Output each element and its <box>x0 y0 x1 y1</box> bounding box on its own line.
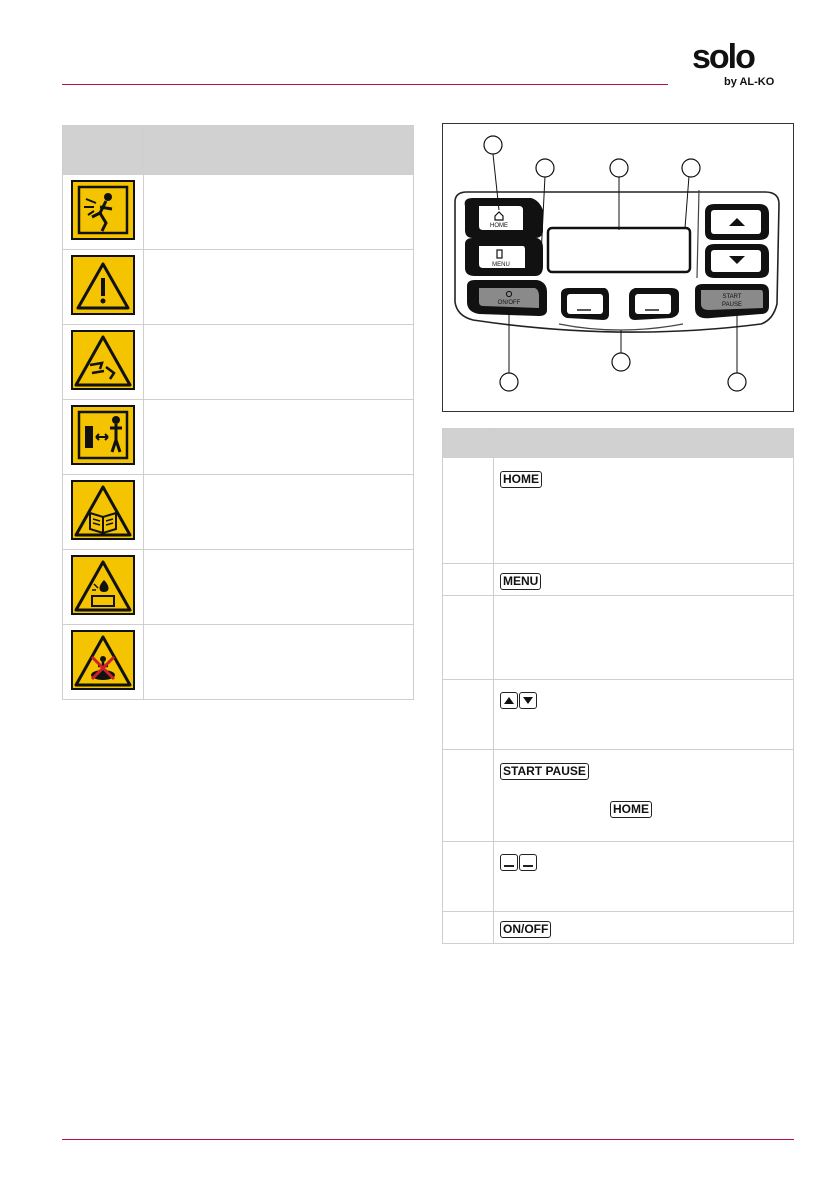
start-pause-key-icon: START PAUSE <box>500 763 589 780</box>
table-row <box>443 912 794 944</box>
table-row <box>63 475 414 550</box>
home-key-icon: HOME <box>500 471 542 488</box>
keep-distance-icon <box>70 404 136 466</box>
panel-menu-label: MENU <box>492 262 510 268</box>
onoff-key-icon: ON/OFF <box>500 921 551 938</box>
table-row <box>63 625 414 700</box>
danger-thrown-objects-icon <box>70 179 136 241</box>
symbol-column-header <box>63 126 144 175</box>
general-warning-icon <box>70 254 136 316</box>
key-description-header <box>494 429 794 458</box>
logo-byline: by AL-KO <box>724 76 775 88</box>
table-row <box>443 680 794 750</box>
symbols-header-row <box>63 126 414 175</box>
table-row <box>443 596 794 680</box>
arrow-up-key-icon <box>500 692 518 709</box>
table-row <box>63 550 414 625</box>
table-row <box>63 250 414 325</box>
logo-wordmark: solo <box>692 38 754 76</box>
panel-start-label: START <box>722 294 742 300</box>
header-rule <box>62 84 668 85</box>
soft-key-right-icon <box>519 854 537 871</box>
footer-rule <box>62 1139 794 1140</box>
table-row <box>63 175 414 250</box>
keys-header-row <box>443 429 794 458</box>
read-manual-icon <box>70 479 136 541</box>
soft-key-left-icon <box>500 854 518 871</box>
table-row <box>443 750 794 842</box>
meaning-column-header <box>144 126 414 175</box>
table-row <box>443 564 794 596</box>
table-row <box>63 325 414 400</box>
menu-key-icon: MENU <box>500 573 541 590</box>
safety-symbols-table <box>62 125 414 700</box>
key-number-header <box>443 429 494 458</box>
panel-pause-label: PAUSE <box>722 302 742 308</box>
table-row <box>443 842 794 912</box>
battery-acid-hazard-icon <box>70 554 136 616</box>
blade-cut-hazard-icon <box>70 329 136 391</box>
table-row <box>443 458 794 564</box>
control-panel-drawing <box>443 124 793 411</box>
brand-logo <box>692 40 782 90</box>
panel-onoff-label: ON/OFF <box>497 300 521 306</box>
key-description-table <box>442 428 794 944</box>
control-panel-figure <box>442 123 794 412</box>
panel-home-label: HOME <box>490 223 508 229</box>
home-key-inline-icon: HOME <box>610 801 652 818</box>
table-row <box>63 400 414 475</box>
arrow-down-key-icon <box>519 692 537 709</box>
no-riding-icon <box>70 629 136 691</box>
